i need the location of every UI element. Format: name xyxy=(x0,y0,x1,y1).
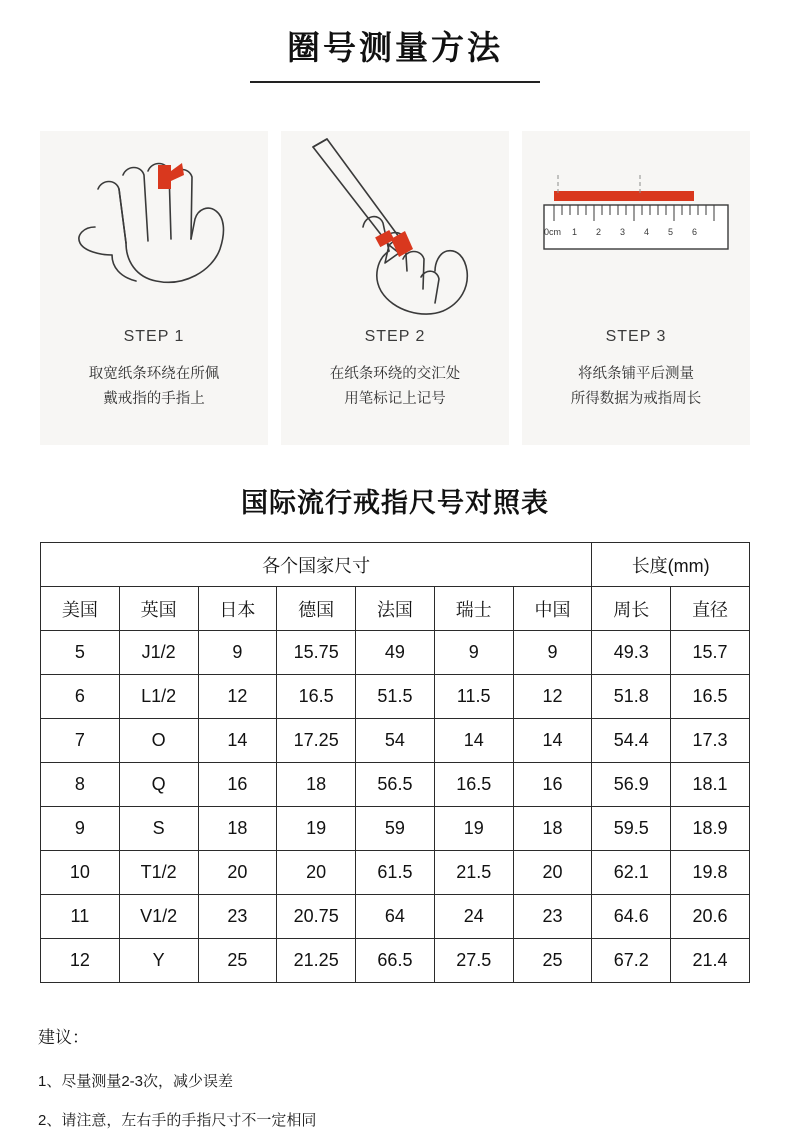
table-group-header-row xyxy=(41,543,750,587)
notes-section xyxy=(38,1023,790,1130)
step-card-1 xyxy=(40,131,268,445)
ruler-measuring-strip-icon xyxy=(522,131,750,326)
cell-us: 11 xyxy=(41,895,120,939)
cell-de: 20.75 xyxy=(277,895,356,939)
cell-ch: 19 xyxy=(434,807,513,851)
table-row xyxy=(41,763,750,807)
cell-jp: 14 xyxy=(198,719,277,763)
cell-circumference: 51.8 xyxy=(592,675,671,719)
cell-circumference: 49.3 xyxy=(592,631,671,675)
cell-diameter: 19.8 xyxy=(671,851,750,895)
cell-de: 20 xyxy=(277,851,356,895)
cell-diameter: 18.1 xyxy=(671,763,750,807)
cell-fr: 64 xyxy=(356,895,435,939)
cell-fr: 61.5 xyxy=(356,851,435,895)
column-header-fr: 法国 xyxy=(356,587,435,631)
cell-circumference: 59.5 xyxy=(592,807,671,851)
cell-cn: 14 xyxy=(513,719,592,763)
hand-with-pen-marking-icon xyxy=(281,131,509,326)
cell-cn: 12 xyxy=(513,675,592,719)
cell-circumference: 67.2 xyxy=(592,939,671,983)
cell-fr: 54 xyxy=(356,719,435,763)
ring-size-table xyxy=(40,542,750,983)
cell-de: 21.25 xyxy=(277,939,356,983)
cell-ch: 16.5 xyxy=(434,763,513,807)
table-row xyxy=(41,851,750,895)
title-underline xyxy=(250,81,540,83)
cell-jp: 12 xyxy=(198,675,277,719)
cell-cn: 20 xyxy=(513,851,592,895)
column-header-cn: 中国 xyxy=(513,587,592,631)
step-label-2: STEP 2 xyxy=(364,328,426,345)
cell-us: 8 xyxy=(41,763,120,807)
cell-ch: 11.5 xyxy=(434,675,513,719)
cell-de: 19 xyxy=(277,807,356,851)
cell-cn: 25 xyxy=(513,939,592,983)
cell-ch: 9 xyxy=(434,631,513,675)
table-row xyxy=(41,719,750,763)
note-item-2: 2、请注意，左右手的手指尺寸不一定相同 xyxy=(38,1112,317,1129)
column-header-diameter: 直径 xyxy=(671,587,750,631)
cell-fr: 56.5 xyxy=(356,763,435,807)
size-table-title: 国际流行戒指尺号对照表 xyxy=(241,488,549,518)
cell-ch: 21.5 xyxy=(434,851,513,895)
step-desc-1 xyxy=(54,362,254,411)
cell-fr: 59 xyxy=(356,807,435,851)
cell-circumference: 56.9 xyxy=(592,763,671,807)
cell-fr: 49 xyxy=(356,631,435,675)
table-row xyxy=(41,631,750,675)
hand-with-paper-strip-icon xyxy=(40,131,268,326)
column-header-us: 美国 xyxy=(41,587,120,631)
svg-text:4: 4 xyxy=(644,227,650,237)
cell-fr: 51.5 xyxy=(356,675,435,719)
step-desc-2-line2: 用笔标记上记号 xyxy=(344,390,446,407)
cell-cn: 9 xyxy=(513,631,592,675)
cell-ch: 24 xyxy=(434,895,513,939)
cell-us: 6 xyxy=(41,675,120,719)
page-title xyxy=(0,0,790,83)
cell-de: 18 xyxy=(277,763,356,807)
cell-jp: 20 xyxy=(198,851,277,895)
step-desc-2-line1: 在纸条环绕的交汇处 xyxy=(329,366,461,382)
cell-uk: Q xyxy=(119,763,198,807)
cell-jp: 25 xyxy=(198,939,277,983)
note-item-1: 1、尽量测量2-3次，减少误差 xyxy=(38,1073,234,1090)
group-header-length: 长度(mm) xyxy=(592,543,750,587)
cell-de: 16.5 xyxy=(277,675,356,719)
cell-us: 7 xyxy=(41,719,120,763)
step-desc-3-line2: 所得数据为戒指周长 xyxy=(570,390,702,407)
cell-uk: V1/2 xyxy=(119,895,198,939)
cell-us: 12 xyxy=(41,939,120,983)
cell-ch: 27.5 xyxy=(434,939,513,983)
table-column-header-row xyxy=(41,587,750,631)
step-desc-2 xyxy=(295,362,495,411)
cell-diameter: 16.5 xyxy=(671,675,750,719)
step-label-3: STEP 3 xyxy=(605,328,667,345)
cell-de: 15.75 xyxy=(277,631,356,675)
cell-cn: 16 xyxy=(513,763,592,807)
svg-text:0cm: 0cm xyxy=(544,227,562,237)
step-desc-3-line1: 将纸条铺平后测量 xyxy=(578,366,694,382)
cell-diameter: 21.4 xyxy=(671,939,750,983)
svg-text:3: 3 xyxy=(620,227,626,237)
cell-jp: 16 xyxy=(198,763,277,807)
cell-jp: 18 xyxy=(198,807,277,851)
cell-us: 5 xyxy=(41,631,120,675)
notes-title: 建议： xyxy=(38,1028,89,1047)
table-row xyxy=(41,895,750,939)
cell-circumference: 62.1 xyxy=(592,851,671,895)
cell-fr: 66.5 xyxy=(356,939,435,983)
cell-ch: 14 xyxy=(434,719,513,763)
step-label-1: STEP 1 xyxy=(123,328,185,345)
cell-uk: O xyxy=(119,719,198,763)
step-desc-1-line2: 戴戒指的手指上 xyxy=(103,390,205,407)
cell-diameter: 20.6 xyxy=(671,895,750,939)
column-header-uk: 英国 xyxy=(119,587,198,631)
cell-us: 9 xyxy=(41,807,120,851)
table-row xyxy=(41,939,750,983)
step-card-3 xyxy=(522,131,750,445)
cell-uk: Y xyxy=(119,939,198,983)
step-card-2 xyxy=(281,131,509,445)
step-desc-3 xyxy=(536,362,736,411)
cell-jp: 23 xyxy=(198,895,277,939)
cell-uk: L1/2 xyxy=(119,675,198,719)
cell-us: 10 xyxy=(41,851,120,895)
cell-uk: J1/2 xyxy=(119,631,198,675)
step-desc-1-line1: 取宽纸条环绕在所佩 xyxy=(88,366,220,382)
table-row xyxy=(41,675,750,719)
cell-cn: 23 xyxy=(513,895,592,939)
column-header-ch: 瑞士 xyxy=(434,587,513,631)
cell-diameter: 18.9 xyxy=(671,807,750,851)
svg-text:1: 1 xyxy=(572,227,578,237)
table-row xyxy=(41,807,750,851)
column-header-jp: 日本 xyxy=(198,587,277,631)
cell-diameter: 15.7 xyxy=(671,631,750,675)
cell-cn: 18 xyxy=(513,807,592,851)
cell-circumference: 54.4 xyxy=(592,719,671,763)
svg-text:5: 5 xyxy=(668,227,674,237)
cell-uk: S xyxy=(119,807,198,851)
cell-circumference: 64.6 xyxy=(592,895,671,939)
group-header-countries: 各个国家尺寸 xyxy=(41,543,592,587)
column-header-de: 德国 xyxy=(277,587,356,631)
steps-section xyxy=(0,131,790,445)
cell-uk: T1/2 xyxy=(119,851,198,895)
svg-text:2: 2 xyxy=(596,227,602,237)
cell-de: 17.25 xyxy=(277,719,356,763)
column-header-circumference: 周长 xyxy=(592,587,671,631)
cell-diameter: 17.3 xyxy=(671,719,750,763)
svg-text:6: 6 xyxy=(692,227,698,237)
page-title-text: 圈号测量方法 xyxy=(287,29,503,66)
cell-jp: 9 xyxy=(198,631,277,675)
